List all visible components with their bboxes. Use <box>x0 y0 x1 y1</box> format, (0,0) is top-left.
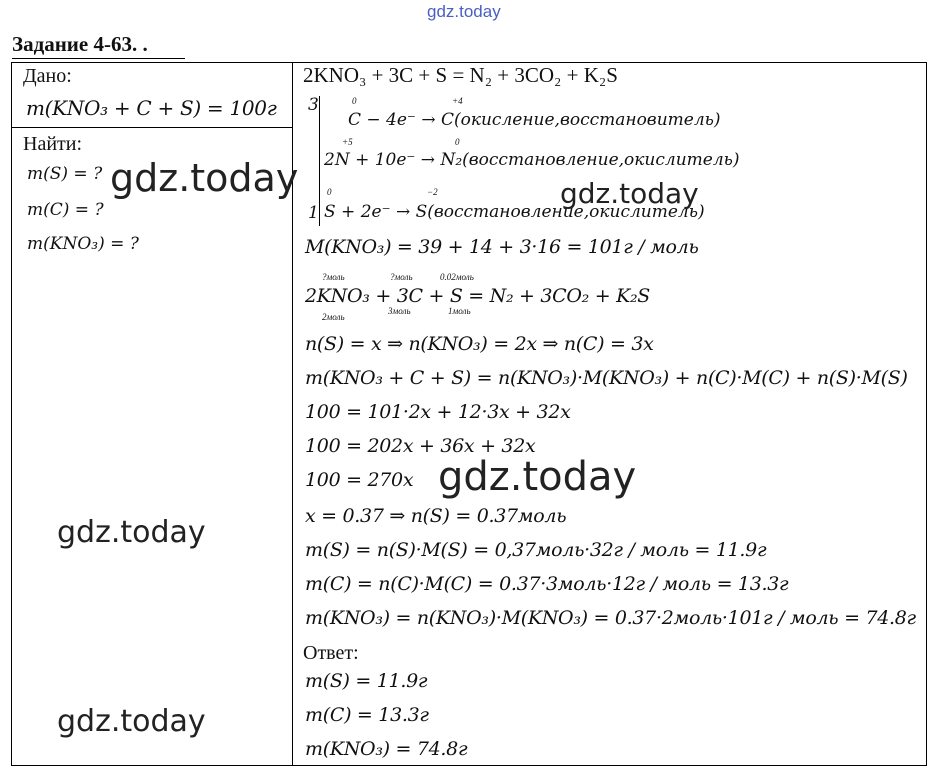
molar-mass-kno3: M(KNO₃) = 39 + 14 + 3·16 = 101г / моль <box>305 236 699 258</box>
find-item-s: m(S) = ? <box>27 164 103 184</box>
balance-line-nitrogen: 2N + 10e⁻ → N₂(восстановление,окислитель) <box>324 150 740 170</box>
annotated-equation: 2KNO₃ + 3C + S = N₂ + 3CO₂ + K₂S <box>305 285 651 307</box>
ox-state-s-left: 0 <box>327 187 332 197</box>
balance-coef-3: 1 <box>308 203 319 223</box>
watermark-top: gdz.today <box>427 2 501 21</box>
ox-state-n-left: +5 <box>342 137 353 147</box>
step-mass-kno3: m(KNO₃) = n(KNO₃)·M(KNO₃) = 0.37·2моль·101г / моль = 74.8г <box>305 607 916 629</box>
find-item-kno3: m(KNO₃) = ? <box>27 234 139 254</box>
step-mass-sum: m(KNO₃ + C + S) = n(KNO₃)·M(KNO₃) + n(C)·M(C) + n(S)·M(S) <box>305 367 908 389</box>
watermark-5: gdz.today <box>57 704 206 739</box>
annot-above-s: 0.02моль <box>440 272 474 282</box>
annot-above-kno3: ?моль <box>322 272 345 282</box>
answer-label: Ответ: <box>303 642 359 664</box>
balance-coef-1: 3 <box>308 95 319 115</box>
step-equation-1: 100 = 101·2x + 12·3x + 32x <box>305 401 571 423</box>
step-mass-s: m(S) = n(S)·M(S) = 0,37моль·32г / моль = 11.9г <box>305 539 767 561</box>
balance-bracket <box>319 96 320 226</box>
task-title: Задание 4-63. . <box>12 32 148 56</box>
step-substitution: n(S) = x ⇒ n(KNO₃) = 2x ⇒ n(C) = 3x <box>305 333 654 355</box>
answer-mass-s: m(S) = 11.9г <box>305 670 428 692</box>
watermark-3: gdz.today <box>438 454 637 500</box>
title-underline <box>12 58 185 59</box>
watermark-2: gdz.today <box>560 177 699 210</box>
step-equation-2: 100 = 202x + 36x + 32x <box>305 435 536 457</box>
balance-line-sulfur: S + 2e⁻ → S(восстановление,окислитель) <box>324 202 705 222</box>
annot-below-c: 3моль <box>388 306 411 316</box>
annot-below-kno3: 2моль <box>322 312 345 322</box>
ox-state-s-right: −2 <box>427 187 438 197</box>
annot-below-s: 1моль <box>448 306 471 316</box>
ox-state-c-left: 0 <box>352 96 357 106</box>
given-label: Дано: <box>23 65 72 87</box>
step-x-value: x = 0.37 ⇒ n(S) = 0.37моль <box>305 505 567 527</box>
step-equation-3: 100 = 270x <box>305 469 414 491</box>
given-find-divider <box>11 127 293 128</box>
balance-line-carbon: C − 4e⁻ → C(окисление,восстановитель) <box>348 110 721 130</box>
reaction-equation: 2KNO₃ + 3C + S = N₂ + 3CO₂ + K₂S <box>303 63 618 87</box>
ox-state-n-right: 0 <box>455 137 460 147</box>
find-label: Найти: <box>23 133 83 155</box>
given-line: m(KNO₃ + C + S) = 100г <box>26 96 277 120</box>
find-item-c: m(C) = ? <box>27 200 104 220</box>
watermark-1: gdz.today <box>110 156 299 200</box>
answer-mass-c: m(C) = 13.3г <box>305 704 429 726</box>
ox-state-c-right: +4 <box>452 96 463 106</box>
step-mass-c: m(C) = n(C)·M(C) = 0.37·3моль·12г / моль = 13.3г <box>305 573 789 595</box>
answer-mass-kno3: m(KNO₃) = 74.8г <box>305 738 468 760</box>
annot-above-c: ?моль <box>390 272 413 282</box>
watermark-4: gdz.today <box>57 515 206 550</box>
